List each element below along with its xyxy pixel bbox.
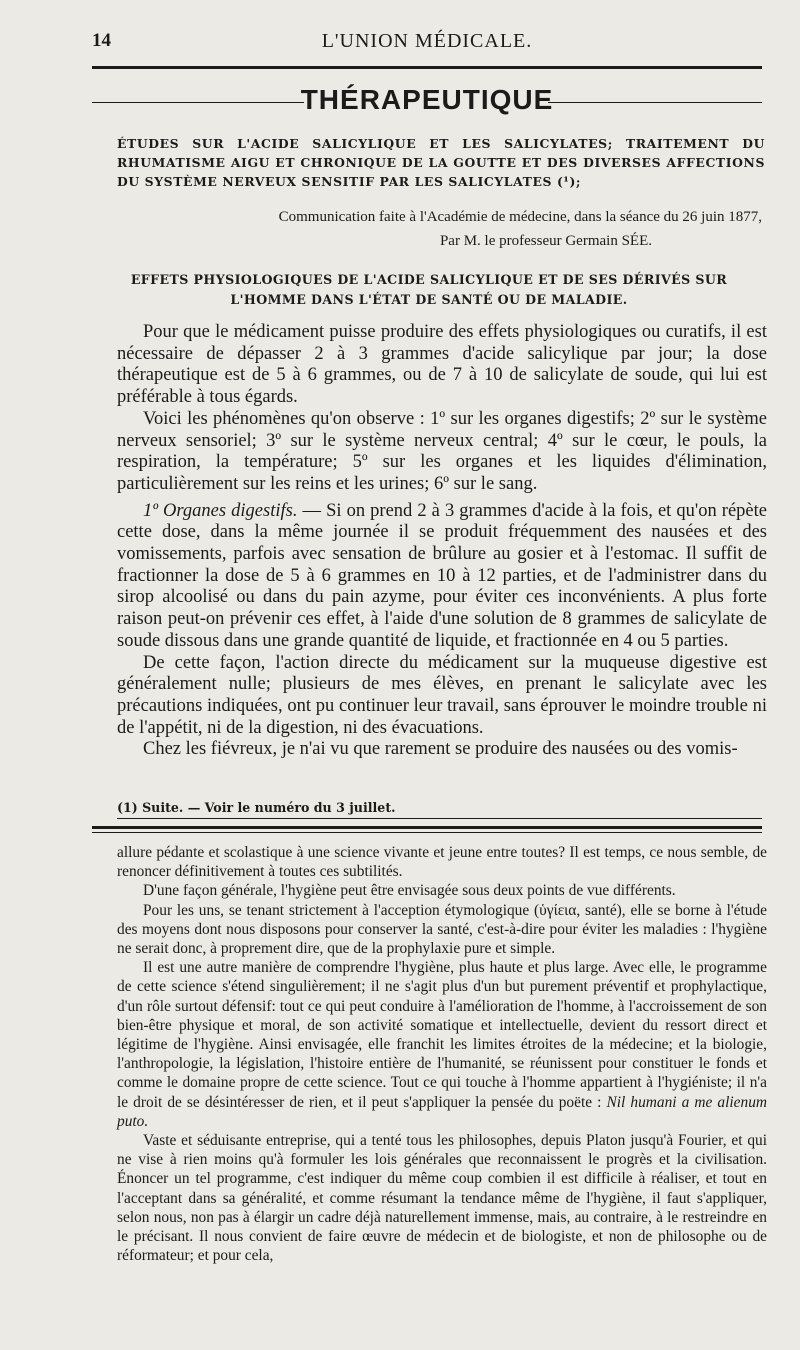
body-paragraph: [117, 501, 767, 653]
article-subheading: EFFETS PHYSIOLOGIQUES DE L'ACIDE SALICYLIQUE ET DE SES DÉRIVÉS SUR L'HOMME DANS L'ÉTAT DE SANTÉ OU DE MALADIE.: [130, 272, 728, 307]
article-title: ÉTUDES SUR L'ACIDE SALICYLIQUE ET LES SALICYLATES; TRAITEMENT DU RHUMATISME AIGU ET CHRONIQUE DE LA GOUTTE ET DES DIVERSES AFFECTIONS DU SYSTÈME NERVEUX SENSITIF PAR LES SALICYLATES (¹);: [117, 136, 765, 189]
page-header: [92, 30, 762, 60]
section-title: THÉRAPEUTIQUE: [300, 84, 554, 115]
feuilleton-paragraph: Vaste et séduisante entreprise, qui a tenté tous les philosophes, depuis Platon jusqu'à Fourier, et qui ne vise à rien moins qu'à formuler les lois générales que reconnaissent le progrès et la civilisation. Énoncer un tel programme, c'est indiquer du même coup combien il est difficile à réaliser, et tout en l'acceptant dans sa généralité, et comme résumant la tendance même de l'hygiène, il faut s'appliquer, selon nous, non pas à élargir un cadre déjà naturellement immense, mais, au contraire, à le restreindre en le précisant. Il nous convient de faire œuvre de médecin et de biologiste, et non de philosophe ou de réformateur; et pour cela,: [117, 1132, 767, 1265]
body-paragraph: Pour que le médicament puisse produire des effets physiologiques ou curatifs, il est nécessaire de dépasser 2 à 3 grammes d'acide salicylique par jour; la dose thérapeutique est de 5 à 6 grammes, ou de 7 à 10 de salicylate de soude, qui lui est préférable à tous égards.: [117, 322, 767, 408]
feuilleton-text-span: Il est une autre manière de comprendre l'hygiène, plus haute et plus large. Avec elle, le programme de cette science s'étend singulièrement; il ne s'agit plus d'un but purement préventif et prophylactique, d'un rôle surtout défensif: tout ce qui peut conduire à l'amélioration de l'homme, à l'accroissement de son bien-être physique et moral, de son activité somatique et intellectuelle, devient du ressort direct et légitime de l'hygiène. Ainsi envisagée, elle franchit les limites étroites de la médecine; et la biologie, l'anthropologie, la législation, l'histoire entière de l'humanité, se réunissent pour constituer le fonds et comme le domaine propre de cette science. Tout ce qui touche à l'homme appartient à l'hygiéniste; il n'a le droit de se désintéresser de rien, et il peut s'appliquer la pensée du poëte :: [117, 959, 767, 1111]
body-paragraph: Chez les fiévreux, je n'ai vu que rarement se produire des nausées ou des vomis-: [143, 739, 738, 760]
communication-line: Communication faite à l'Académie de médecine, dans la séance du 26 juin 1877,: [278, 209, 762, 225]
feuilleton-paragraph: [117, 958, 767, 1131]
feuilleton-rule: [92, 826, 762, 829]
organes-label: 1º Organes digestifs.: [143, 500, 298, 521]
body-paragraph: Voici les phénomènes qu'on observe : 1º sur les organes digestifs; 2º sur le système nerveux sensoriel; 3º sur le système nerveux central; 4º sur le cœur, le pouls, la respiration, la température; 5º sur les organes et les liquides d'élimination, particulièrement sur les reins et les urines; 6º sur le sang.: [117, 408, 767, 494]
footnote: (1) Suite. — Voir le numéro du 3 juillet.: [117, 800, 396, 815]
feuilleton-paragraph: allure pédante et scolastique à une science vivante et jeune entre toutes? Il est temps, ce nous semble, de renoncer définitivement à toutes ces subtilités.: [117, 844, 767, 881]
feuilleton-paragraph: Pour les uns, se tenant strictement à l'acception étymologique (ὑγίεια, santé), elle se borne à l'étude des moyens dont nous disposons pour conserver la santé, c'est-à-dire pour éviter les maladies : l'hygiène ne serait donc, à proprement dire, que de la prophylaxie pure et simple.: [117, 901, 767, 958]
organes-text: — Si on prend 2 à 3 grammes d'acide à la fois, et qu'on répète cette dose, dans la même journée il se produit fréquemment des nausées et des vomissements, parfois avec sensation de brûlure au gosier et à l'estomac. Il suffit de fractionner la dose de 5 à 6 grammes en 10 à 12 parties, et de l'administrer dans du sirop alcoolisé ou dans du pain azyme, pour éviter ces inconvénients. A plus forte raison peut-on prévenir ces effet, à l'aide d'une solution de 8 grammes de salicylate de soude dissous dans une grande quantité de liquide, et fractionnée en 4 ou 5 parties.: [117, 500, 767, 651]
feuilleton-paragraph: D'une façon générale, l'hygiène peut être envisagée sous deux points de vue différents.: [143, 882, 676, 900]
feuilleton-rule-thin: [92, 832, 762, 833]
running-head: L'UNION MÉDICALE.: [321, 30, 533, 52]
body-paragraph: De cette façon, l'action directe du médicament sur la muqueuse digestive est généralement nulle; plusieurs de mes élèves, en prenant le salicylate avec les précautions indiquées, ont pu continuer leur travail, sans éprouver le moindre trouble ni de l'appétit, ni de la digestion, ni des évacuations.: [117, 652, 767, 738]
page-number: 14: [92, 30, 111, 51]
latin-quote: Nil humani a me alienum puto.: [117, 1093, 768, 1130]
footnote-rule: [117, 818, 762, 819]
article-body: [117, 322, 767, 761]
header-rule: [92, 66, 762, 69]
feuilleton-text: [117, 843, 767, 1265]
author-line: Par M. le professeur Germain SÉE.: [439, 233, 652, 249]
